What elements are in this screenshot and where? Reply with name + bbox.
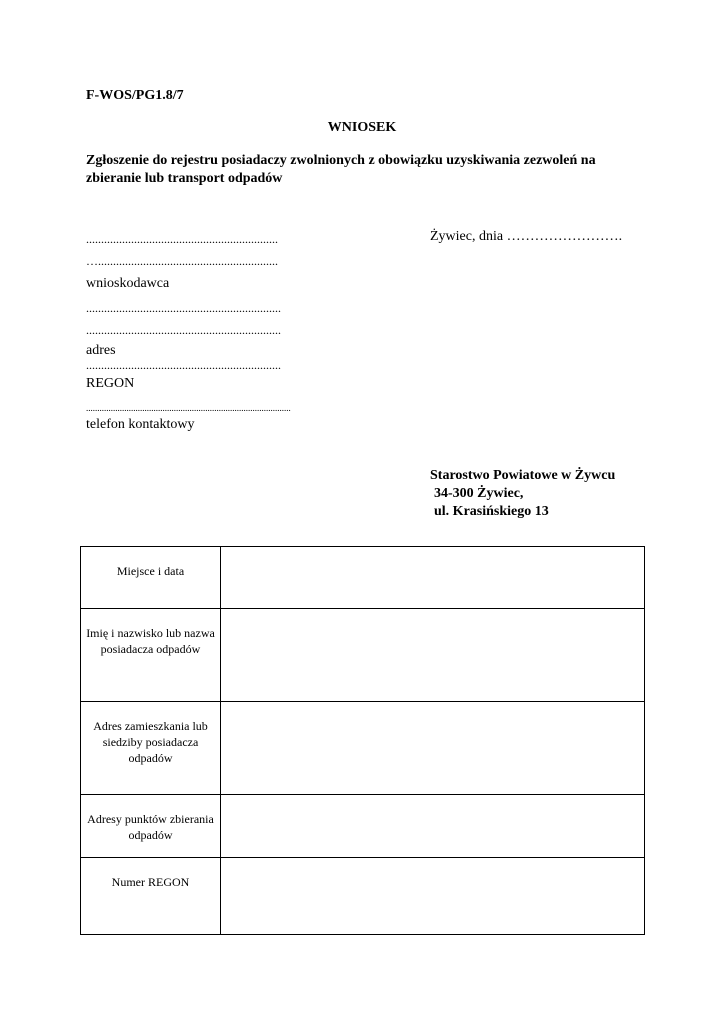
applicant-name-line-2: …............................................................ (86, 254, 278, 268)
row-field-holder-address[interactable] (221, 702, 645, 795)
form-table (80, 546, 645, 935)
row-label-regon: Numer REGON (81, 858, 221, 935)
row-field-collection-points[interactable] (221, 795, 645, 858)
regon-label: REGON (86, 376, 135, 391)
row-label-holder-name: Imię i nazwisko lub nazwa posiadacza odpadów (81, 609, 221, 702)
row-label-collection-points: Adresy punktów zbierania odpadów (81, 795, 221, 858)
row-field-place-date[interactable] (221, 547, 645, 609)
recipient-address (430, 467, 615, 521)
table-row (81, 547, 645, 609)
recipient-city: 34-300 Żywiec, (434, 486, 524, 501)
applicant-name-line-1: ................................................................ (86, 232, 278, 246)
applicant-label: wnioskodawca (86, 276, 170, 291)
recipient-name: Starostwo Powiatowe w Żywcu (430, 468, 616, 483)
recipient-street: ul. Krasińskiego 13 (434, 504, 549, 519)
row-label-place-date: Miejsce i data (81, 547, 221, 609)
document-title: WNIOSEK (327, 120, 397, 135)
table-row (81, 858, 645, 935)
row-label-holder-address: Adres zamieszkania lub siedziby posiadacza odpadów (81, 702, 221, 795)
document-subject: Zgłoszenie do rejestru posiadaczy zwolnionych z obowiązku uzyskiwania zezwoleń na zbieranie lub transport odpadów (86, 153, 596, 186)
phone-label: telefon kontaktowy (86, 417, 195, 432)
table-row (81, 609, 645, 702)
table-row (81, 702, 645, 795)
regon-line: ................................................................. (86, 358, 281, 372)
address-line-2: ................................................................. (86, 323, 281, 337)
row-field-holder-name[interactable] (221, 609, 645, 702)
place-date: Żywiec, dnia ……………………. (430, 229, 623, 244)
address-line-1: ................................................................. (86, 301, 281, 315)
table-row (81, 795, 645, 858)
phone-line: ........................................................................................... (86, 403, 291, 413)
address-label: adres (86, 343, 116, 358)
row-field-regon[interactable] (221, 858, 645, 935)
form-code: F-WOS/PG1.8/7 (86, 88, 184, 103)
